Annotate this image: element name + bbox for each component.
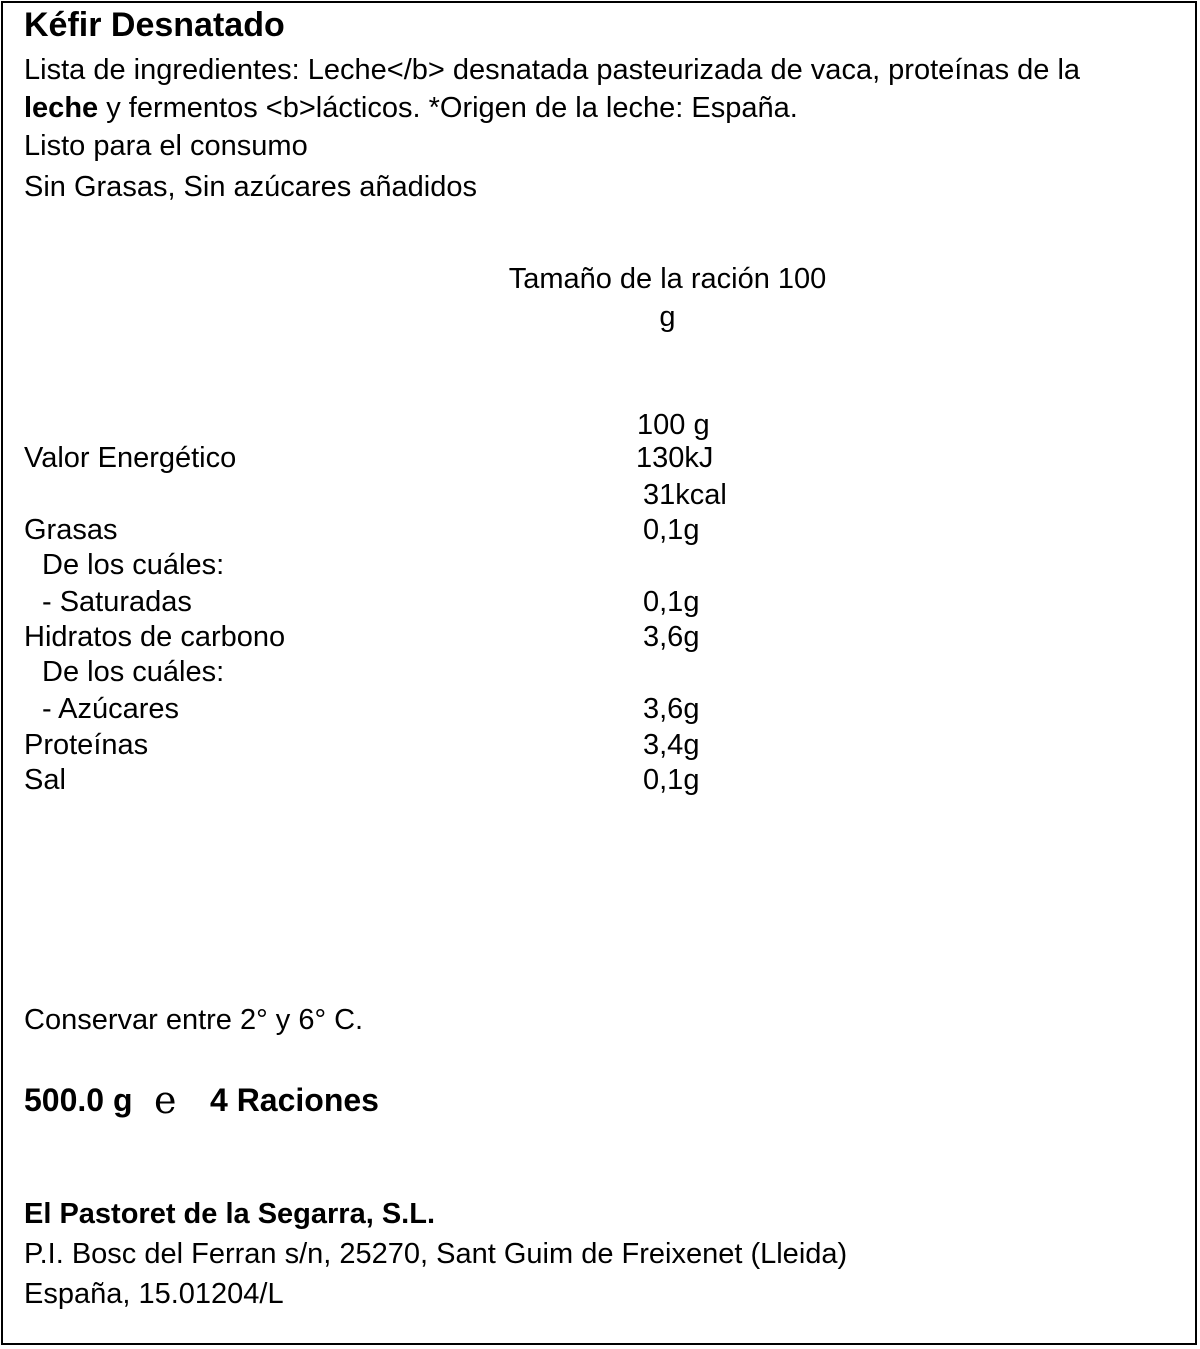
- nutrition-claims: Sin Grasas, Sin azúcares añadidos: [24, 171, 477, 203]
- ingredients-line-2: [24, 90, 798, 126]
- nutrition-row-value: 0,1g: [643, 586, 700, 618]
- sanitary-registry: España, 15.01204/L: [24, 1278, 284, 1310]
- portions-count: 4 Raciones: [210, 1082, 379, 1118]
- estimated-e-mark-glyph: e: [154, 1086, 177, 1118]
- company-address: P.I. Bosc del Ferran s/n, 25270, Sant Guim de Freixenet (Lleida): [24, 1238, 848, 1270]
- nutrition-row-label: Valor Energético: [24, 442, 237, 474]
- nutrition-row-value: 31kcal: [643, 479, 727, 511]
- company-name: El Pastoret de la Segarra, S.L.: [24, 1198, 435, 1230]
- nutrition-row-label: Sal: [24, 764, 66, 796]
- nutrition-column-header: 100 g: [637, 409, 710, 441]
- nutrition-row-value: 130kJ: [636, 442, 714, 474]
- nutrition-row-value: 3,6g: [643, 621, 700, 653]
- nutrition-row-label: Proteínas: [24, 729, 149, 761]
- ingredients-line-2-rest: y fermentos <b>lácticos. *Origen de la leche: España.: [98, 92, 798, 124]
- estimated-e-mark-icon: [153, 1086, 189, 1118]
- nutrition-row-value: 0,1g: [643, 514, 700, 546]
- ingredients-line-1: Lista de ingredientes: Leche</b> desnatada pasteurizada de vaca, proteínas de la: [24, 54, 1081, 86]
- nutrition-row-label: Grasas: [24, 514, 118, 546]
- nutrition-row-label: De los cuáles:: [42, 549, 225, 581]
- storage-instructions: Conservar entre 2° y 6° C.: [24, 1004, 364, 1036]
- nutrition-row-value: 3,4g: [643, 729, 700, 761]
- nutrition-row-label: - Azúcares: [42, 693, 179, 725]
- serving-size: Tamaño de la ración 100 g: [508, 263, 827, 333]
- ingredients-allergen-bold: leche: [24, 92, 99, 124]
- nutrition-row-label: - Saturadas: [42, 586, 192, 618]
- nutrition-row-value: 0,1g: [643, 764, 700, 796]
- net-weight: 500.0 g: [24, 1082, 133, 1118]
- ready-to-eat-note: Listo para el consumo: [24, 130, 308, 162]
- nutrition-row-label: Hidratos de carbono: [24, 621, 286, 653]
- nutrition-row-value: 3,6g: [643, 693, 700, 725]
- product-title: Kéfir Desnatado: [24, 6, 285, 44]
- nutrition-row-label: De los cuáles:: [42, 656, 225, 688]
